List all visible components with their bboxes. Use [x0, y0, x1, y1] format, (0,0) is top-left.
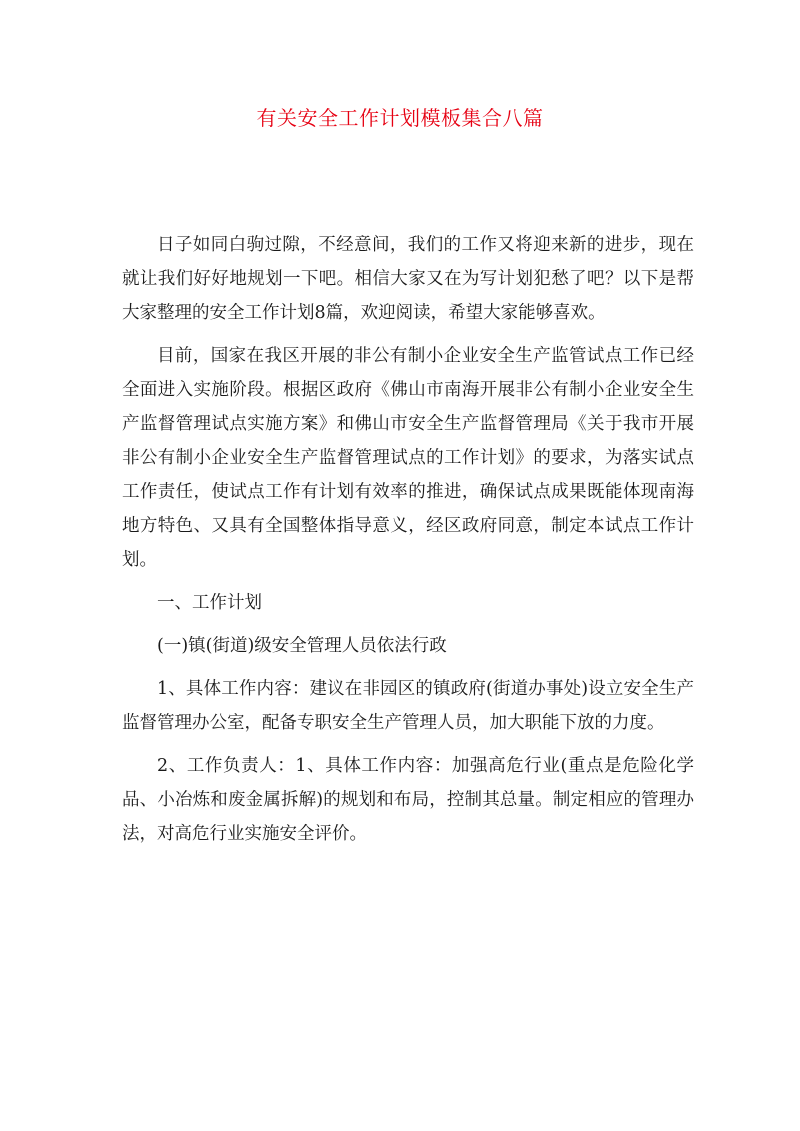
document-body	[122, 228, 694, 860]
list-item-2: 2、工作负责人：1、具体工作内容：加强高危行业(重点是危险化学品、小冶炼和废金属拆解)的规划和布局，控制其总量。制定相应的管理办法，对高危行业实施安全评价。	[122, 756, 694, 844]
subsection-heading: (一)镇(街道)级安全管理人员依法行政	[157, 636, 447, 656]
list-item-1: 1、具体工作内容：建议在非园区的镇政府(街道办事处)设立安全生产监督管理办公室，配备专职安全生产管理人员，加大职能下放的力度。	[122, 679, 694, 733]
background-paragraph: 目前，国家在我区开展的非公有制小企业安全生产监管试点工作已经全面进入实施阶段。根据区政府《佛山市南海开展非公有制小企业安全生产监督管理试点实施方案》和佛山市安全生产监督管理局《关于我市开展非公有制小企业安全生产监督管理试点的工作计划》的要求，为落实试点工作责任，使试点工作有计划有效率的推进，确保试点成果既能体现南海地方特色、又具有全国整体指导意义，经区政府同意，制定本试点工作计划。	[122, 346, 694, 570]
document-title: 有关安全工作计划模板集合八篇	[256, 106, 544, 130]
section-heading-work-plan: 一、工作计划	[157, 593, 262, 613]
intro-paragraph: 日子如同白驹过隙，不经意间，我们的工作又将迎来新的进步，现在就让我们好好地规划一下吧。相信大家又在为写计划犯愁了吧？以下是帮大家整理的安全工作计划8篇，欢迎阅读，希望大家能够喜欢。	[122, 235, 694, 323]
